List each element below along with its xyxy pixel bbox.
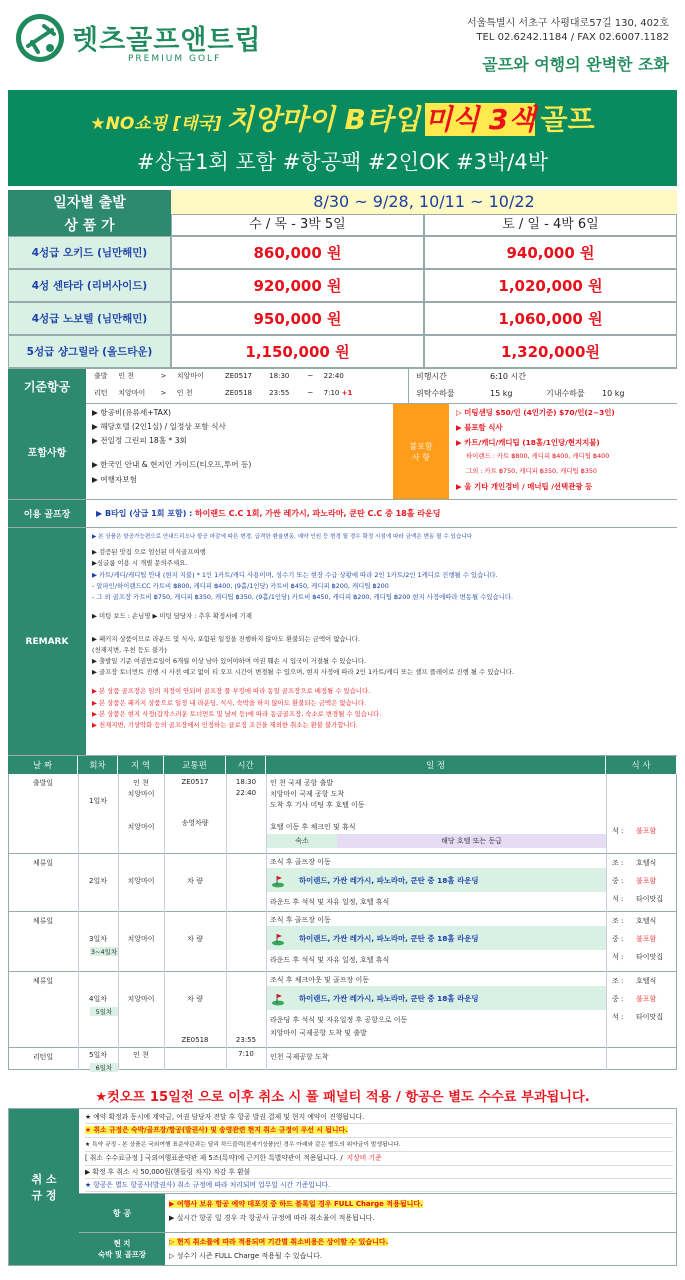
air-label: 항 공 xyxy=(79,1194,165,1232)
title-tags: #상급1회 포함 #항공팩 #2인OK #3박/4박 xyxy=(136,150,549,174)
row-schedule-bottom: 라운드 후 석식 및 자유 일정, 호텔 휴식 xyxy=(270,898,390,906)
baggage xyxy=(416,389,624,400)
stay-note: 해당 호텔 또는 동급 xyxy=(337,834,606,848)
row-time: 7:10 xyxy=(238,1050,254,1058)
flight-time-label: 비행시간 xyxy=(416,372,447,381)
flight-out-arrow: > xyxy=(160,372,167,380)
price-3n5d: 860,000 원 xyxy=(171,236,424,269)
golf-courses: 하이랜드, 가싼 레가시, 파노라마, 쿤탄 중 18홀 라운딩 xyxy=(299,933,479,943)
remark-line: ▶ 골프장 토너먼트 진행 시 사전 예고 없이 티 오프 시간이 변경될 수 있으며, 현지 사정에 따라 2인 1카트/캐디 또는 셀프 플레이로 진행 될 수 있습니다. xyxy=(92,668,514,677)
row-region: 치앙마이 xyxy=(127,823,155,831)
golf-row xyxy=(267,986,606,1010)
row-schedule-bottom2: 치앙마이 국제공항 도착 및 출발 xyxy=(270,1029,367,1037)
address: 서울특별시 서초구 사평대로57길 130, 402호 xyxy=(466,18,669,29)
local-line xyxy=(169,1249,674,1263)
meal-key: 중 : xyxy=(612,935,624,943)
air-line xyxy=(169,1197,674,1211)
exclude-item: ▶ 울 기타 개인경비 / 매너팁 /선택관광 등 xyxy=(456,482,593,491)
air-lines xyxy=(169,1197,674,1225)
row-subday: 5일차 xyxy=(90,1007,118,1016)
itinerary-header: 시간 xyxy=(226,756,266,774)
remark-line: ▶ 본 상품은 패키지 상품으로 일정 내 라운딩, 식사, 숙박을 하지 않아도 환불되는 금액은 없습니다. xyxy=(92,698,367,707)
row-subday: 3~4일차 xyxy=(90,948,118,956)
cancel-label-2: 규 정 xyxy=(31,1189,57,1202)
price-4n6d: 1,020,000 원 xyxy=(424,269,677,302)
meal-row xyxy=(612,876,676,886)
divider xyxy=(408,369,409,404)
col-3n5d: 수 / 목 - 3박 5일 xyxy=(171,214,424,236)
course-names: 하이랜드 C.C 1회, 가싼 레가시, 파노라마, 쿤탄 C.C 중 18홀 라운딩 xyxy=(194,509,441,518)
cancel-text: [ 취소 수수료규정 ] 국외여행표준약관 제 5조(특약)에 근거한 특별약관이 적용됩니다. / xyxy=(85,1154,343,1163)
flight-out-dir: 출발 xyxy=(94,372,108,380)
include-item: ▶ 해당호텔 (2인1실) / 일정상 포함 식사 xyxy=(92,422,226,431)
remark-line: ▶ 카트/캐디/캐디팁 안내 (현지 지불) * 1인 1카트/캐디 사용이며, 성수기 또는 현장 수급 상황에 따라 2인 1카트/2인 1캐디로 진행될 수 있습니다. xyxy=(92,570,498,579)
meal-key: 석 : xyxy=(612,953,624,961)
remark-line: ▶ 패키지 상품이므로 라운드 및 식사, 포함된 일정을 진행하지 않아도 환불되는 금액이 없습니다. xyxy=(92,634,360,643)
row-transport: ZE0517 xyxy=(181,778,209,786)
bag-value: 15 kg xyxy=(490,389,513,398)
golf-courses: 하이랜드, 가싼 레가시, 파노라마, 쿤탄 중 18홀 라운딩 xyxy=(299,875,479,885)
remark-label: REMARK xyxy=(8,528,86,755)
cancel-line xyxy=(85,1166,673,1179)
meal-key: 조 : xyxy=(612,917,624,925)
row-time: 23:55 xyxy=(235,1036,257,1044)
title-main: 치앙마이 B타입 xyxy=(226,103,420,136)
meal-key: 조 : xyxy=(612,977,624,985)
row-region: 치앙마이 xyxy=(127,790,155,798)
itinerary-header: 교통편 xyxy=(164,756,226,774)
row-day: 5일차 xyxy=(89,1051,107,1059)
exclude-item: 하이랜드 : 카트 ฿800, 캐디피 ฿400, 캐디팁 ฿400 xyxy=(466,452,610,461)
itinerary-table xyxy=(8,756,677,1070)
cancel-extra: 지상비 기준 xyxy=(346,1154,382,1163)
col-divider xyxy=(606,774,607,854)
local-lines xyxy=(169,1235,674,1263)
exclude-item: ▶ 카트/캐디/캐디팁 (18홀/1인당/현지지불) xyxy=(456,437,600,447)
row-region: 인 천 xyxy=(133,1051,149,1059)
flight-ret-to: 인 천 xyxy=(176,389,193,397)
golf-flag-icon xyxy=(271,873,285,887)
price-row xyxy=(8,335,677,368)
price-4n6d: 1,060,000 원 xyxy=(424,302,677,335)
col-divider xyxy=(606,854,607,912)
meal-row xyxy=(612,916,676,926)
include-item: ▶ 여행자보험 xyxy=(92,475,137,484)
cutoff-notice: ★컷오프 15일전 으로 이후 취소 시 풀 패널티 적용 / 항공은 별도 수수료 부과됩니다. xyxy=(95,1090,590,1105)
col-divider xyxy=(226,774,227,854)
course-text xyxy=(96,508,440,519)
meal-key: 석 : xyxy=(612,827,624,835)
date-range: 8/30 ~ 9/28, 10/11 ~ 10/22 xyxy=(171,190,677,214)
meal-row xyxy=(612,934,676,944)
exclude-item: 그외 : 카트 ฿750, 캐디피 ฿350, 캐디팁 ฿350 xyxy=(466,467,597,476)
row-day: 2일차 xyxy=(89,877,107,885)
remark-line: ▶싱글룸 이용 시 개별 문의주세요. xyxy=(92,559,188,568)
golf-flag-icon xyxy=(271,991,285,1005)
flight-out xyxy=(94,372,404,381)
carry-value: 10 kg xyxy=(602,389,625,398)
row-schedule: 인천 국제공항 도착 xyxy=(270,1053,329,1061)
meal-row xyxy=(612,858,676,868)
col-divider xyxy=(606,912,607,972)
row-date: 체류일 xyxy=(32,859,54,867)
cancel-label-1: 취 소 xyxy=(31,1173,57,1186)
tel-fax: TEL 02.6242.1184 / FAX 02.6007.1182 xyxy=(476,32,669,43)
col-divider xyxy=(164,774,165,854)
row-date: 리턴일 xyxy=(32,1053,54,1061)
carry-label: 기내수하물 xyxy=(546,389,585,398)
local-label-2: 숙박 및 골프장 xyxy=(98,1250,146,1259)
stay-label: 숙소 xyxy=(267,834,337,848)
title-prefix: ★NO쇼핑 [태국] xyxy=(90,114,222,134)
title-suffix: 골프 xyxy=(540,103,595,136)
meal-key: 석 : xyxy=(612,895,624,903)
price-3n5d: 1,150,000 원 xyxy=(171,335,424,368)
itinerary-header: 회차 xyxy=(78,756,118,774)
meal-value: 호텔식 xyxy=(636,859,657,867)
row-transport: ZE0518 xyxy=(181,1036,209,1044)
exclude-item: ▷ 미팅샌딩 $50/인 (4인기준) $70/인(2~3인) xyxy=(456,408,615,417)
meal-value: 타이맛집 xyxy=(636,953,664,961)
title-line xyxy=(8,98,677,138)
local-text: ▷ 현지 취소률에 따라 적용되며 기간별 취소비용은 상이할 수 있습니다. xyxy=(169,1238,389,1246)
row-region: 치앙마이 xyxy=(127,877,155,885)
exclude-item: ▶ 불포함 식사 xyxy=(456,422,503,432)
cancel-text: ★ 예약 확정과 동시에 계약금, 여권 담당자 전달 후 항공 발권 결제 및 현지 예약이 진행됩니다. xyxy=(85,1113,365,1121)
col-divider xyxy=(118,972,119,1048)
label-price: 상 품 가 xyxy=(8,214,171,236)
title-highlight: 미식 3색 xyxy=(425,103,536,136)
row-schedule: 도착 후 기사 미팅 후 호텔 이동 xyxy=(270,801,365,809)
remark-line: ▶ 천재지변, 기상악화 등의 골프장에서 인정하는 클로징 조건을 제외한 취소는 환불 불가합니다. xyxy=(92,721,358,730)
spacer xyxy=(92,678,674,686)
itinerary-header: 날 짜 xyxy=(8,756,78,774)
slogan: 골프와 여행의 완벽한 조화 xyxy=(482,55,669,74)
remark-line: ▶ 출발일 기준 여권만료일이 6개월 이상 남아 있어야하며 여권 훼손 시 입국이 거절될 수 있습니다. xyxy=(92,657,367,666)
golf-flag-icon xyxy=(271,931,285,945)
flight-ret-tilde: ~ xyxy=(307,389,314,397)
cancel-text: ★ 취소 규정은 숙박/골프장/항공(발권사) 및 송영관련 현지 취소 규정이 우선 시 됩니다. xyxy=(85,1126,348,1135)
price-row xyxy=(8,269,677,302)
remark-line: (천재지변, 우천 등도 불가) xyxy=(92,645,167,654)
golf-courses: 하이랜드, 가싼 레가시, 파노라마, 쿤탄 중 18홀 라운딩 xyxy=(299,993,479,1003)
remark-body xyxy=(92,532,674,731)
flight-ret-arr: 7:10 xyxy=(323,389,340,397)
price-3n5d: 950,000 원 xyxy=(171,302,424,335)
row-transport: 차 량 xyxy=(187,995,203,1003)
meal-row xyxy=(612,894,676,904)
cancel-text: ▶ 확정 후 취소 시 50,000원(핸들링 차지) 차감 후 환불 xyxy=(85,1167,251,1176)
local-text: ▷ 성수기 시즌 FULL Charge 적용될 수 있습니다. xyxy=(169,1252,323,1260)
itinerary-header: 지 역 xyxy=(118,756,164,774)
hotel-name: 4성 센타라 (리버사이드) xyxy=(8,269,171,302)
remark-line: ▶ 본 상품은 항공가능편으로 안내드리오나 항공 마감에 따른 변경, 급격한 환율변동, 예약 인원 등 변경 될 경우 확정 시점에 따라 금액은 변동 될 수 있습니다 xyxy=(92,534,473,540)
meal-row xyxy=(612,994,676,1004)
cancel-section xyxy=(8,1108,677,1266)
label-departure: 일자별 출발 xyxy=(8,190,171,214)
meal-value: 타이맛집 xyxy=(636,1013,664,1021)
course-section xyxy=(8,500,677,528)
row-subday: 6일차 xyxy=(90,1063,118,1072)
row-time: 18:30 xyxy=(235,778,257,786)
meal-value: 타이맛집 xyxy=(636,895,664,903)
course-label: 이용 골프장 xyxy=(8,500,86,527)
meal-value: 호텔식 xyxy=(636,977,657,985)
bag-label: 위탁수하물 xyxy=(416,389,455,398)
row-day: 1일차 xyxy=(89,797,107,805)
remark-line xyxy=(92,622,674,633)
flight-section xyxy=(8,368,677,404)
flight-out-dep: 18:30 xyxy=(269,372,290,380)
cancel-line xyxy=(85,1124,673,1137)
hotel-name: 5성급 샹그릴라 (올드타운) xyxy=(8,335,171,368)
col-divider xyxy=(266,1048,267,1070)
row-schedule: 치앙마이 국제 공항 도착 xyxy=(270,790,345,798)
logo-emblem xyxy=(14,12,66,64)
golf-row xyxy=(267,868,606,892)
row-date: 체류일 xyxy=(32,917,54,925)
row-transport: 차 량 xyxy=(187,935,203,943)
meal-value: 불포함 xyxy=(636,827,657,835)
flight-ret-plus: +1 xyxy=(341,389,353,397)
flight-time-value: 6:10 시간 xyxy=(490,372,526,381)
remark-line: ▶ 본 상품은 현지 사정(갑작스러운 토너먼트 및 날씨 등)에 따라 동급골프장, 숙소로 변경될 수 있습니다. xyxy=(92,709,382,718)
remark-line: ▶ 검증된 맛집 으로 엄선된 미식골프여행 xyxy=(92,548,206,557)
meal-row xyxy=(612,976,676,986)
meal-key: 석 : xyxy=(612,1013,624,1021)
flight-ret xyxy=(94,389,404,398)
row-schedule: 호텔 이동 후 체크인 및 휴식 xyxy=(270,823,356,831)
row-region: 치앙마이 xyxy=(127,935,155,943)
row-transport: 차 량 xyxy=(187,877,203,885)
col-4n6d: 토 / 일 - 4박 6일 xyxy=(424,214,677,236)
row-schedule-top: 조식 후 골프장 이동 xyxy=(270,858,331,866)
cancel-lines xyxy=(85,1111,673,1192)
col-divider xyxy=(606,972,607,1048)
col-divider xyxy=(226,912,227,972)
row-region: 인 천 xyxy=(133,779,149,787)
row-day: 3일차 xyxy=(89,935,107,943)
row-schedule-top: 조식 후 체크아웃 및 골프장 이동 xyxy=(270,976,370,984)
cancel-text: ★ 항공은 별도 항공사(발권사) 취소 규정에 따라 처리되며 업무일 시간 기준입니다. xyxy=(85,1181,331,1190)
row-schedule-bottom: 라운드 후 석식 및 자유 일정, 호텔 휴식 xyxy=(270,956,390,964)
meal-row xyxy=(612,952,676,962)
price-table xyxy=(8,190,677,368)
remark-section xyxy=(8,528,677,756)
meal-value: 호텔식 xyxy=(636,917,657,925)
remark-line: - 알파인/하이랜드CC 카트비 ฿800, 캐디피 ฿400, (9홀/1인당) 카트비 ฿450, 캐디피 ฿200, 캐디팁 ฿200 xyxy=(92,581,389,590)
row-region: 치앙마이 xyxy=(127,995,155,1003)
hotel-name: 4성급 오키드 (님만해민) xyxy=(8,236,171,269)
meal-key: 조 : xyxy=(612,859,624,867)
flight-ret-dep: 23:55 xyxy=(269,389,290,397)
itinerary-header: 일 정 xyxy=(266,756,606,774)
remark-line: - 그 외 골프장 카트비 ฿750, 캐디피 ฿350, 캐디팁 ฿350, (9홀/1인당) 카트비 ฿450, 캐디피 ฿200, 캐디팁 ฿200 현지 사정에따라 변동될 수있습니다. xyxy=(92,593,514,602)
col-divider xyxy=(78,774,79,854)
logo-name: 렛츠골프앤트립 xyxy=(72,25,262,56)
remark-line: ▶ 본 상품 골프장은 임의 지정이 안되며 골프장 풀 부킹에 따라 동일 골프장으로 배정될 수 있습니다. xyxy=(92,687,371,696)
flight-out-tilde: ~ xyxy=(307,372,314,380)
col-divider xyxy=(164,1048,165,1070)
flight-out-from: 인 천 xyxy=(118,372,134,380)
air-line xyxy=(169,1211,674,1225)
flight-ret-arrow: > xyxy=(160,389,167,397)
divider xyxy=(79,1193,676,1194)
row-schedule: 인 천 국제 공항 출발 xyxy=(270,779,333,787)
col-divider xyxy=(226,854,227,912)
include-item: ▶ 전일정 그린피 18홀 * 3회 xyxy=(92,436,187,445)
row-schedule-bottom: 라운딩 후 석식 및 자유일정 후 공항으로 이동 xyxy=(270,1016,408,1024)
hotel-name: 4성급 노보텔 (님만해민) xyxy=(8,302,171,335)
air-text: ▶ 여행사 보유 항공 예약 데포짓 중 하드 블록일 경우 FULL Charge 적용됩니다. xyxy=(169,1200,423,1208)
remark-line: ▶ 미팅 보드 : 손님명 ▶ 미팅 담당자 : 추후 확정서에 기재 xyxy=(92,612,252,621)
meal-value: 불포함 xyxy=(636,935,657,943)
cancel-text: ★ 특약 규정 - 본 상품은 국외여행 표준약관과는 달리 하드블럭(전세기상품)인 경우 아래와 같은 별도의 위약금이 발생됩니다. xyxy=(85,1141,401,1148)
logo-sub: PREMIUM GOLF xyxy=(128,54,222,64)
flight-time xyxy=(416,372,526,383)
col-divider xyxy=(266,972,267,1048)
price-4n6d: 940,000 원 xyxy=(424,236,677,269)
flight-out-code: ZE0517 xyxy=(224,372,252,380)
price-3n5d: 920,000 원 xyxy=(171,269,424,302)
flight-ret-code: ZE0518 xyxy=(224,389,252,397)
meal-value: 불포함 xyxy=(636,877,657,885)
col-divider xyxy=(78,972,79,1048)
flight-out-to: 치앙마이 xyxy=(176,372,204,380)
price-row xyxy=(8,302,677,335)
air-text: ▶ 실시간 항공 일 경우 각 항공사 규정에 따라 취소율이 적용됩니다. xyxy=(169,1214,375,1222)
excludes-label xyxy=(393,404,449,499)
meal-key: 중 : xyxy=(612,995,624,1003)
price-row xyxy=(8,236,677,269)
include-item: ▶ 한국인 안내 & 현지인 가이드(티오프,투어 등) xyxy=(92,460,252,469)
cancel-line xyxy=(85,1111,673,1124)
course-prefix: ▶ B타입 (상급 1회 포함) : xyxy=(96,509,193,518)
flight-out-arr: 22:40 xyxy=(323,372,344,380)
itinerary-header: 식 사 xyxy=(606,756,677,774)
local-label-1: 현 지 xyxy=(113,1239,131,1248)
flight-ret-dir: 리턴 xyxy=(94,389,108,397)
cancel-line xyxy=(85,1152,673,1165)
col-divider xyxy=(606,1048,607,1070)
local-line xyxy=(169,1235,674,1249)
row-date: 출발일 xyxy=(32,779,54,787)
meal-row xyxy=(612,826,676,836)
divider xyxy=(79,1232,676,1233)
flight-ret-from: 치앙마이 xyxy=(118,389,146,397)
meal-row xyxy=(612,1012,676,1022)
local-label xyxy=(79,1233,165,1265)
row-day: 4일차 xyxy=(89,995,107,1003)
meal-key: 중 : xyxy=(612,877,624,885)
price-4n6d: 1,320,000원 xyxy=(424,335,677,368)
flight-label: 기준항공 xyxy=(8,369,86,404)
excludes-label-1: 불포함 xyxy=(409,441,433,451)
meal-value: 불포함 xyxy=(636,995,657,1003)
includes-label: 포함사항 xyxy=(8,404,86,499)
includes-section xyxy=(8,404,677,500)
spacer xyxy=(92,603,674,611)
row-schedule-top: 조식 후 골프장 이동 xyxy=(270,916,331,924)
title-banner xyxy=(8,90,677,186)
cancel-label xyxy=(9,1109,79,1265)
excludes-label-2: 사 항 xyxy=(412,452,430,462)
cancel-line xyxy=(85,1179,673,1192)
row-transport: 송영차량 xyxy=(181,819,209,827)
golf-row xyxy=(267,926,606,950)
cancel-line xyxy=(85,1138,673,1152)
row-time: 22:40 xyxy=(235,789,257,797)
include-item: ▶ 항공비(유류세+TAX) xyxy=(92,408,171,417)
row-date: 체류일 xyxy=(32,977,54,985)
